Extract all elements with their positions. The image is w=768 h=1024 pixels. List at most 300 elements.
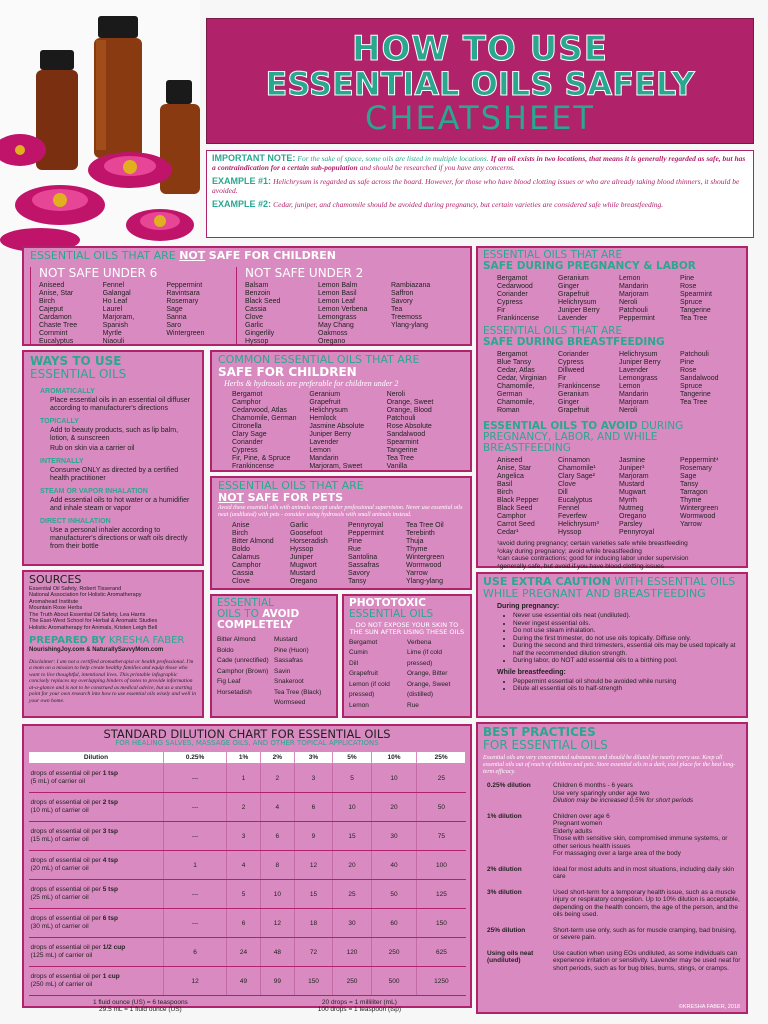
way-text: Place essential oils in an essential oil diffuser according to manufacturer's directions [50, 397, 190, 413]
oil-name: Thyme [680, 497, 702, 505]
oil-name: Spearmint [680, 291, 712, 299]
oil-name: Anise [232, 522, 250, 530]
avoid-completely-column-1 [217, 635, 274, 709]
dilution-value: 12 [260, 909, 294, 938]
pets-subtitle: Avoid these essential oils with animals except under professional supervision. Never use essential oils neat (undiluted) with pets - consider using hydrosols with small animals instead. [218, 505, 463, 519]
preg-safe-column-3 [619, 275, 680, 323]
oil-name: Wormseed [274, 699, 306, 707]
oil-name: Cumin [349, 649, 368, 657]
oil-name: Goosefoot [290, 530, 323, 538]
oil-name: Sassafras [274, 657, 303, 665]
avoid-completely-heading-b: OILS TO [217, 608, 259, 621]
oil-name: Carrot Seed [497, 521, 535, 529]
dilution-row [29, 909, 466, 938]
oil-name: German [497, 391, 523, 399]
caution-item: • During the first trimester, do not use oils topically. Diffuse only. [513, 635, 741, 643]
oil-name: Roman [497, 407, 520, 415]
oil-name: Pine [348, 538, 363, 546]
oil-name: Myrtle [102, 330, 122, 338]
dilution-value: 9 [294, 822, 333, 851]
oil-name: Niaouli [102, 338, 125, 346]
dilution-value: 15 [294, 880, 333, 909]
title-line-2: ESSENTIAL OILS SAFELY [265, 65, 695, 103]
oil-name: Horseradish [290, 538, 328, 546]
oil-name: Oregano [619, 513, 647, 521]
oil-name: Blue Tansy [497, 359, 532, 367]
bf-safe-column-1 [497, 351, 558, 415]
oil-name: Chamomile, [497, 383, 535, 391]
oil-name: Orange, Bitter [407, 670, 448, 678]
oil-name: Wintergreen [406, 554, 445, 562]
disclaimer-text: Disclaimer: I am not a certified aromatherapist or health professional. I'm a mom on a mission to help create healthy families and equip those who want to live thoughtful, intentional lives. This printable infographic concisely replaces my overlapping binders of notes to provide information at-a-glance and is not to be construed as medical advice, but as a starting point for your own research into how to use essential oils wisely and well in your own home. [29, 658, 197, 704]
dilution-header: Dilution [29, 752, 164, 764]
oil-name: Eucalyptus [39, 338, 74, 346]
oil-name: Helichrysum³ [558, 521, 599, 529]
oil-name: Lavender [558, 315, 588, 323]
oil-name: Clary Sage² [558, 473, 595, 481]
pets-column-1 [232, 522, 290, 586]
dilution-value: 12 [294, 851, 333, 880]
oil-name: Rosemary [166, 298, 199, 306]
dilution-value: 500 [371, 967, 417, 996]
oil-name: Neroli [386, 391, 405, 399]
oil-name: Ginger [558, 399, 580, 407]
children-unsafe-panel [22, 246, 472, 346]
oil-name: Lemon (if cold pressed) [349, 680, 390, 699]
best-heading-b: FOR ESSENTIAL OILS [483, 737, 608, 752]
oil-name: Oregano [318, 338, 346, 346]
kids-safe-heading-b: SAFE FOR CHILDREN [218, 364, 357, 379]
oil-name: Hemlock [309, 415, 337, 423]
oil-name: Sandalwood [386, 431, 426, 439]
oil-name: Fir [497, 307, 506, 315]
avoid-completely-heading-d: COMPLETELY [217, 619, 293, 632]
oil-name: Tea Tree (Black) [274, 688, 322, 696]
oil-name: Verbena [407, 638, 432, 646]
oil-name: Snakeroot [274, 678, 304, 686]
oil-name: Mustard [274, 636, 298, 644]
oil-name: Camphor [232, 562, 261, 570]
oil-name: Fennel [102, 282, 125, 290]
oil-name: Mustard [619, 481, 645, 489]
oil-name: Ravintsara [166, 290, 200, 298]
best-heading-a: BEST PRACTICES [483, 725, 596, 739]
oil-name: Rose [680, 283, 697, 291]
dilution-value: 20 [371, 793, 417, 822]
oil-name: Bitter Almond [232, 538, 274, 546]
way-text: Add essential oils to hot water or a humidifier and inhale steam or vapor [50, 497, 190, 513]
dilution-value: 30 [333, 909, 372, 938]
oil-name: Dillweed [558, 367, 585, 375]
kids-safe-column-3 [387, 391, 464, 471]
dilution-value: 10 [371, 764, 417, 793]
oil-name: Cypress [558, 359, 584, 367]
dilution-value: 72 [294, 938, 333, 967]
oil-name: Sassafras [348, 562, 380, 570]
ways-list [30, 388, 196, 551]
oil-name: Lemon [309, 447, 331, 455]
oil-name: Anise, Star [39, 290, 74, 298]
bf-safe-heading-b: SAFE DURING BREASTFEEDING [483, 336, 665, 349]
oil-name: Rambiazana [391, 282, 431, 290]
oil-name: Black Seed [497, 505, 533, 513]
oil-name: Chamomile, German [232, 415, 297, 423]
under-6-column-3 [166, 282, 230, 346]
oil-name: Marjoram, Sweet [309, 463, 363, 471]
dilution-value: 30 [371, 822, 417, 851]
way-text: Use a personal inhaler according to manufacturer's directions or waft oils directly from their bottle [50, 527, 188, 551]
oil-name: Hyssop [558, 529, 582, 537]
dilution-value: --- [164, 822, 227, 851]
oil-name: Boldo [232, 546, 250, 554]
dilution-value: --- [164, 909, 227, 938]
oil-name: Patchouli [386, 415, 416, 423]
oil-name: Cade (unrectified) [217, 657, 269, 665]
avoid-completely-heading-c: AVOID [262, 608, 300, 621]
oil-name: Balsam [245, 282, 269, 290]
source-item: The Truth About Essential Oil Safety, Lea Harris [29, 611, 146, 618]
best-practice-key: 3% dilution [487, 888, 522, 896]
oil-name: Juniper [290, 554, 313, 562]
dilution-value: 50 [417, 793, 466, 822]
oil-name: Clary Sage [232, 431, 267, 439]
oil-name: Laurel [102, 306, 123, 314]
oil-name: Juniper Berry [558, 307, 600, 315]
oil-name: Rosemary [680, 465, 712, 473]
oil-name: Helichrysum [558, 299, 597, 307]
source-item: Aromahead Institute [29, 598, 79, 605]
dilution-value: 625 [417, 938, 466, 967]
best-practice-row [483, 866, 741, 881]
dilution-value: 48 [260, 938, 294, 967]
dilution-row-label: drops of essential oil per 5 tsp (25 mL) of carrier oil [29, 880, 164, 909]
avoid-completely-heading-a: ESSENTIAL [217, 597, 274, 609]
dilution-value: 1 [164, 851, 227, 880]
dilution-row [29, 967, 466, 996]
caution-bf-heading: While breastfeeding: [497, 668, 566, 676]
kids-safe-heading-a: COMMON ESSENTIAL OILS THAT ARE [218, 353, 420, 366]
dilution-value: 150 [294, 967, 333, 996]
oil-name: Dill [349, 659, 359, 667]
dilution-value: 120 [333, 938, 372, 967]
title-banner [206, 18, 754, 144]
dilution-header: 5% [333, 752, 372, 764]
example-2-label: EXAMPLE #2: [212, 199, 272, 209]
under-6-column-2 [103, 282, 167, 346]
prepared-by-sites: NourishingJoy.com & NaturallySavvyMom.com [29, 646, 164, 653]
dilution-value: 99 [260, 967, 294, 996]
oil-name: Rose [680, 367, 697, 375]
oil-name: Ylang-ylang [391, 322, 428, 330]
caution-item: • Peppermint essential oil should be avoided while nursing [513, 678, 741, 686]
oil-name: Feverfew [558, 513, 587, 521]
phototoxic-heading-a: PHOTOTOXIC [349, 597, 426, 609]
dilution-value: 5 [227, 880, 261, 909]
caution-pregnancy-heading: During pregnancy: [497, 603, 560, 611]
note-label: IMPORTANT NOTE: [212, 153, 296, 163]
best-practice-value: Short-term use only, such as for muscle cramping, bad bruising, or severe pain. [553, 926, 737, 942]
dilution-value: 8 [260, 851, 294, 880]
oil-name: Lemon [349, 701, 369, 709]
oil-name: Savory [348, 570, 370, 578]
children-unsafe-heading-b: NOT [179, 249, 206, 262]
dilution-title: STANDARD DILUTION CHART FOR ESSENTIAL OILS [103, 727, 391, 741]
oil-name: Lemon [619, 383, 641, 391]
preg-safe-column-2 [558, 275, 619, 323]
dilution-value: 125 [417, 880, 466, 909]
oil-name: Cardamon [39, 314, 72, 322]
oil-name: Grapefruit [558, 291, 590, 299]
bf-safe-column-4 [680, 351, 741, 415]
oil-name: Aniseed [39, 282, 65, 290]
footnote: ⁴generally safe, but avoid if you have blood clotting issues [497, 562, 664, 570]
oil-name: Chamomile, [497, 399, 535, 407]
oil-name: Cedarwood [497, 283, 533, 291]
oil-name: Marjoram [619, 291, 649, 299]
sources-panel [22, 570, 204, 718]
under-2-heading: NOT SAFE UNDER 2 [245, 265, 364, 280]
bf-safe-column-2 [558, 351, 619, 415]
dilution-value: 3 [294, 764, 333, 793]
oil-name: Tangerine [386, 447, 418, 455]
oil-name: Yarrow [406, 570, 428, 578]
dilution-value: 150 [417, 909, 466, 938]
dilution-value: --- [164, 793, 227, 822]
oil-name: Sanna [166, 314, 187, 322]
dilution-header: 0.25% [164, 752, 227, 764]
title-line-1: HOW TO USE [352, 29, 608, 69]
dilution-row-label: drops of essential oil per 6 tsp (30 mL) of carrier oil [29, 909, 164, 938]
way-heading: INTERNALLY [40, 458, 84, 466]
oil-name: Sage [166, 306, 183, 314]
oil-name: Cinnamon [558, 457, 590, 465]
oil-name: Tea Tree Oil [406, 522, 444, 530]
oil-name: Clove [558, 481, 576, 489]
dilution-row-label: drops of essential oil per 3 tsp (15 mL) of carrier oil [29, 822, 164, 851]
dilution-value: 6 [260, 822, 294, 851]
example-1-text: Helichrysum is regarded as safe across the board. However, for those who have blood clotting issues or who are already taking blood thinners, it should be avoided. [212, 177, 740, 195]
dilution-value: 75 [417, 822, 466, 851]
avoid-completely-column-2 [274, 635, 331, 709]
children-safe-panel [210, 350, 472, 472]
dilution-value: 2 [227, 793, 261, 822]
avoid-preg-column-2 [558, 457, 619, 537]
phototoxic-column-1 [349, 638, 407, 712]
pets-column-2 [290, 522, 348, 586]
oil-name: Juniper¹ [619, 465, 645, 473]
oil-name: Savory [391, 298, 413, 306]
oil-name: Black Pepper [497, 497, 539, 505]
dilution-value: 12 [164, 967, 227, 996]
oil-name: Lime (if cold pressed) [407, 649, 443, 667]
oil-name: Ginger [558, 283, 580, 291]
oil-name: Mugwart [619, 489, 646, 497]
caution-pregnancy-list [513, 612, 741, 665]
oil-name: Hyssop [290, 546, 314, 554]
avoid-preg-heading-a: ESSENTIAL OILS TO AVOID [483, 420, 638, 433]
footnote: ¹avoid during pregnancy; certain varieties safe while breastfeeding [497, 540, 688, 548]
sources-list [29, 586, 197, 632]
oil-name: Wintergreen [166, 330, 205, 338]
avoid-preg-column-1 [497, 457, 558, 537]
oil-name: Tea Tree [386, 455, 414, 463]
oil-name: Orange, Sweet [386, 399, 434, 407]
oil-name: Boldo [217, 646, 234, 654]
oil-name: Wormwood [406, 562, 442, 570]
caution-item: • During labor, do NOT add essential oils to a birthing pool. [513, 657, 741, 665]
oil-name: Birch [497, 489, 513, 497]
oil-name: Camphor [232, 399, 261, 407]
oil-name: Lemon Verbena [318, 306, 368, 314]
way-heading: DIRECT INHALATION [40, 518, 111, 526]
oil-name: Peppermint [619, 315, 655, 323]
oil-name: Geranium [558, 275, 589, 283]
oil-name: Sage [680, 473, 697, 481]
dilution-value: 4 [260, 793, 294, 822]
oil-name: Eucalyptus [558, 497, 593, 505]
oil-name: Birch [232, 530, 248, 538]
pregnancy-safe-panel [476, 246, 748, 568]
best-practice-row [483, 889, 741, 919]
oil-name: Pine [680, 275, 695, 283]
note-text-2: If an oil exists in two locations, that means it is generally regarded as safe, but has a contraindication for a certain sub-population [212, 154, 746, 172]
oil-name: Garlic [290, 522, 309, 530]
phototoxic-panel [342, 594, 472, 718]
oil-name: Cypress [497, 299, 523, 307]
oil-name: Fig Leaf [217, 678, 241, 686]
dilution-value: 250 [333, 967, 372, 996]
prepared-by-label: PREPARED BY [29, 635, 106, 647]
under-2-column-3 [391, 282, 464, 346]
oil-name: Yarrow [680, 521, 702, 529]
oil-name: Dill [558, 489, 568, 497]
dilution-value: 100 [417, 851, 466, 880]
example-1-label: EXAMPLE #1: [212, 176, 272, 186]
oil-name: Camphor [497, 513, 526, 521]
oil-name: Juniper Berry [619, 359, 661, 367]
oil-name: Helichrysum [619, 351, 658, 359]
sources-heading: SOURCES [29, 573, 82, 586]
pets-heading-b: NOT [218, 490, 245, 504]
dilution-value: 25 [417, 764, 466, 793]
ways-heading-b: ESSENTIAL OILS [30, 366, 127, 381]
best-practice-key: 1% dilution [487, 812, 522, 820]
children-unsafe-heading-c: SAFE FOR CHILDREN [208, 249, 336, 262]
caution-item: • Do not use steam inhalation. [513, 627, 741, 635]
best-practice-key: 25% dilution [487, 926, 526, 934]
bf-safe-column-3 [619, 351, 680, 415]
oil-name: Fir [558, 375, 567, 383]
oil-name: Bitter Almond [217, 636, 256, 644]
phototoxic-heading-b: ESSENTIAL OILS [349, 608, 434, 621]
preg-safe-heading-b: SAFE DURING PREGNANCY & LABOR [483, 260, 696, 273]
oil-name: Mugwort [290, 562, 317, 570]
caution-item: • Dilute all essential oils to half-strength [513, 685, 741, 693]
under-2-column-1 [245, 282, 318, 346]
ways-heading-a: WAYS TO USE [30, 354, 122, 368]
oil-name: Terebinth [406, 530, 435, 538]
best-practice-value: Use caution when using EOs undiluted, as some individuals can experience irritation or sensitivity. Lavender may be used neat for short periods, such as for bug bites, burns, stings, or cramps. [553, 949, 741, 972]
oil-name: Jasmine [619, 457, 646, 465]
oil-name: Basil [497, 481, 513, 489]
dilution-value: 49 [227, 967, 261, 996]
best-practice-row [483, 927, 741, 942]
oil-name: Helichrysum [309, 407, 348, 415]
caution-item: • Never use essential oils neat (undiluted). [513, 612, 741, 620]
oil-name: Thuja [406, 538, 424, 546]
dilution-footnote-1b: 29.5 mL = 1 fluid ounce (US) [99, 1006, 182, 1014]
dilution-table [28, 751, 466, 996]
dilution-value: 25 [333, 880, 372, 909]
under-2-column-2 [318, 282, 391, 346]
oil-name: Oregano [290, 578, 318, 586]
oil-name: Pine [680, 359, 695, 367]
dilution-value: 1250 [417, 967, 466, 996]
best-practice-note: Dilution may be increased 0.5% for short periods [553, 797, 694, 805]
oil-name: Spruce [680, 383, 703, 391]
oil-name: Frankincense [497, 315, 540, 323]
oil-name: Tarragon [680, 489, 708, 497]
dilution-row-label: drops of essential oil per 1/2 cup (125 mL) of carrier oil [29, 938, 164, 967]
oil-name: Neroli [619, 299, 638, 307]
oil-name: Hyssop [245, 338, 269, 346]
dilution-header: 1% [227, 752, 261, 764]
under-6-column-1 [39, 282, 103, 346]
source-item: National Association for Holistic Aromatherapy [29, 592, 142, 599]
best-practice-key: 2% dilution [487, 865, 522, 873]
oil-name: Lemon Balm [318, 282, 358, 290]
oil-name: Mandarin [619, 283, 649, 291]
oil-name: Calamus [232, 554, 260, 562]
pets-heading-a: ESSENTIAL OILS THAT ARE [218, 479, 364, 492]
dilution-header: 3% [294, 752, 333, 764]
footnote: ³can cause contractions; good for inducing labor under supervision [497, 555, 689, 563]
note-text-3: and should be researched if you have any concerns. [359, 163, 515, 172]
oil-name: Thyme [406, 546, 428, 554]
oil-name: Gingerlily [245, 330, 275, 338]
dilution-value: --- [164, 764, 227, 793]
oil-name: Peppermint [166, 282, 203, 290]
oil-name: Horsetadish [217, 688, 252, 696]
oil-name: Lavender [619, 367, 649, 375]
dilution-value: 6 [227, 909, 261, 938]
dilution-value: 24 [227, 938, 261, 967]
oil-name: Anise, Star [497, 465, 532, 473]
oil-name: Spearmint [386, 439, 419, 447]
oil-name: Orange, Sweet (distilled) [407, 680, 451, 699]
oil-name: Sandalwood [680, 375, 719, 383]
preg-safe-heading-a: ESSENTIAL OILS THAT ARE [483, 249, 623, 261]
oil-name: Angelica [497, 473, 524, 481]
oil-name: Patchouli [619, 307, 648, 315]
phototoxic-subtitle: DO NOT EXPOSE YOUR SKIN TO THE SUN AFTER USING THESE OILS [349, 621, 465, 636]
kids-safe-subtitle: Herbs & hydrosols are preferable for children under 2 [224, 379, 399, 389]
oil-name: Bergamot [349, 638, 378, 646]
oil-name: Cajeput [39, 306, 64, 314]
way-text: Add to beauty products, such as lip balm, lotion, & sunscreen [50, 427, 179, 443]
oil-name: Coriander [232, 439, 263, 447]
dilution-value: 2 [260, 764, 294, 793]
best-practices-panel [476, 722, 748, 1014]
oil-name: Lemongrass [619, 375, 658, 383]
oil-name: Pennyroyal [619, 529, 655, 537]
oil-name: Treemoss [391, 314, 422, 322]
oil-name: Rue [348, 546, 361, 554]
oil-name: Marjoram [619, 473, 649, 481]
oil-name: Garlic [245, 322, 264, 330]
oil-name: Grapefruit [309, 399, 341, 407]
source-item: Mountain Rose Herbs [29, 605, 83, 612]
